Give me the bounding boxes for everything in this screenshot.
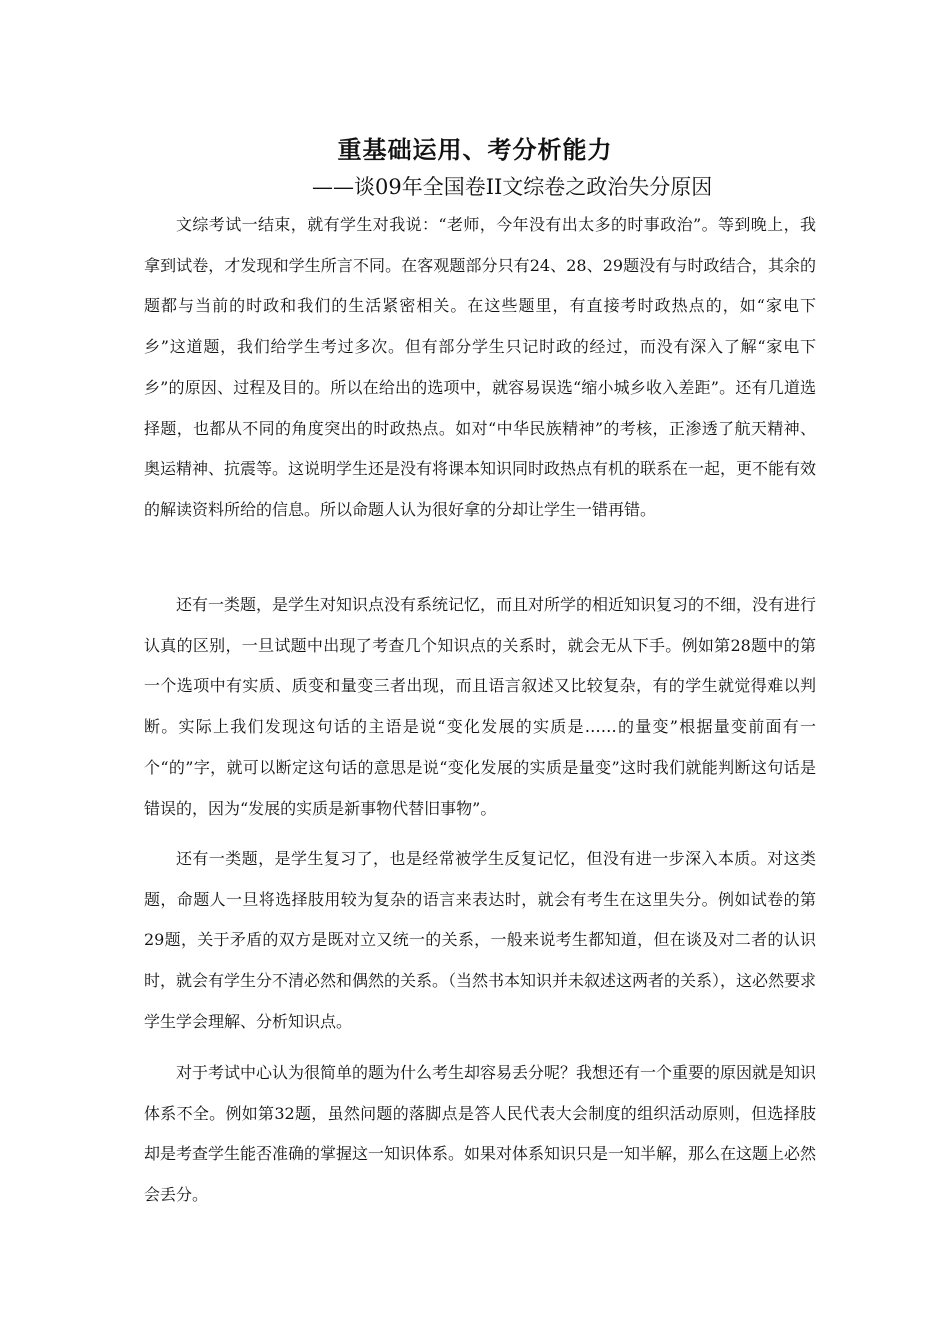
paragraph-3: 还有一类题，是学生复习了，也是经常被学生反复记忆，但没有进一步深入本质。对这类题，命题人一旦将选择肢用较为复杂的语言来表达时，就会有考生在这里失分。例如试卷的第29题，关于矛盾的双方是既对立又统一的关系，一般来说考生都知道，但在谈及对二者的认识时，就会有学生分不清必然和偶然的关系。（当然书本知识并未叙述这两者的关系），这必然要求学生学会理解、分析知识点。 xyxy=(144,849,817,1031)
paragraph-2: 还有一类题，是学生对知识点没有系统记忆，而且对所学的相近知识复习的不细，没有进行认真的区别，一旦试题中出现了考查几个知识点的关系时，就会无从下手。例如第28题中的第一个选项中有实质、质变和量变三者出现，而且语言叙述又比较复杂，有的学生就觉得难以判断。实际上我们发现这句话的主语是说“变化发展的实质是……的量变”根据量变前面有一个“的”字，就可以断定这句话的意思是说“变化发展的实质是量变”这时我们就能判断这句话是错误的，因为“发展的实质是新事物代替旧事物”。 xyxy=(144,595,817,818)
document-title: 重基础运用、考分析能力 xyxy=(337,136,613,164)
paragraph-4: 对于考试中心认为很简单的题为什么考生却容易丢分呢？我想还有一个重要的原因就是知识体系不全。例如第32题，虽然问题的落脚点是答人民代表大会制度的组织活动原则，但选择肢却是考查学生能否准确的掌握这一知识体系。如果对体系知识只是一知半解，那么在这题上必然会丢分。 xyxy=(144,1063,817,1205)
document-subtitle: ——谈09年全国卷II文综卷之政治失分原因 xyxy=(312,175,713,199)
paragraph-1: 文综考试一结束，就有学生对我说：“老师，今年没有出太多的时事政治”。等到晚上，我拿到试卷，才发现和学生所言不同。在客观题部分只有24、28、29题没有与时政结合，其余的题都与当前的时政和我们的生活紧密相关。在这些题里，有直接考时政热点的，如“家电下乡”这道题，我们给学生考过多次。但有部分学生只记时政的经过，而没有深入了解“家电下乡”的原因、过程及目的。所以在给出的选项中，就容易误选“缩小城乡收入差距”。还有几道选择题，也都从不同的角度突出的时政热点。如对“中华民族精神”的考核，正渗透了航天精神、奥运精神、抗震等。这说明学生还是没有将课本知识同时政热点有机的联系在一起，更不能有效的解读资料所给的信息。所以命题人认为很好拿的分却让学生一错再错。 xyxy=(144,215,817,519)
